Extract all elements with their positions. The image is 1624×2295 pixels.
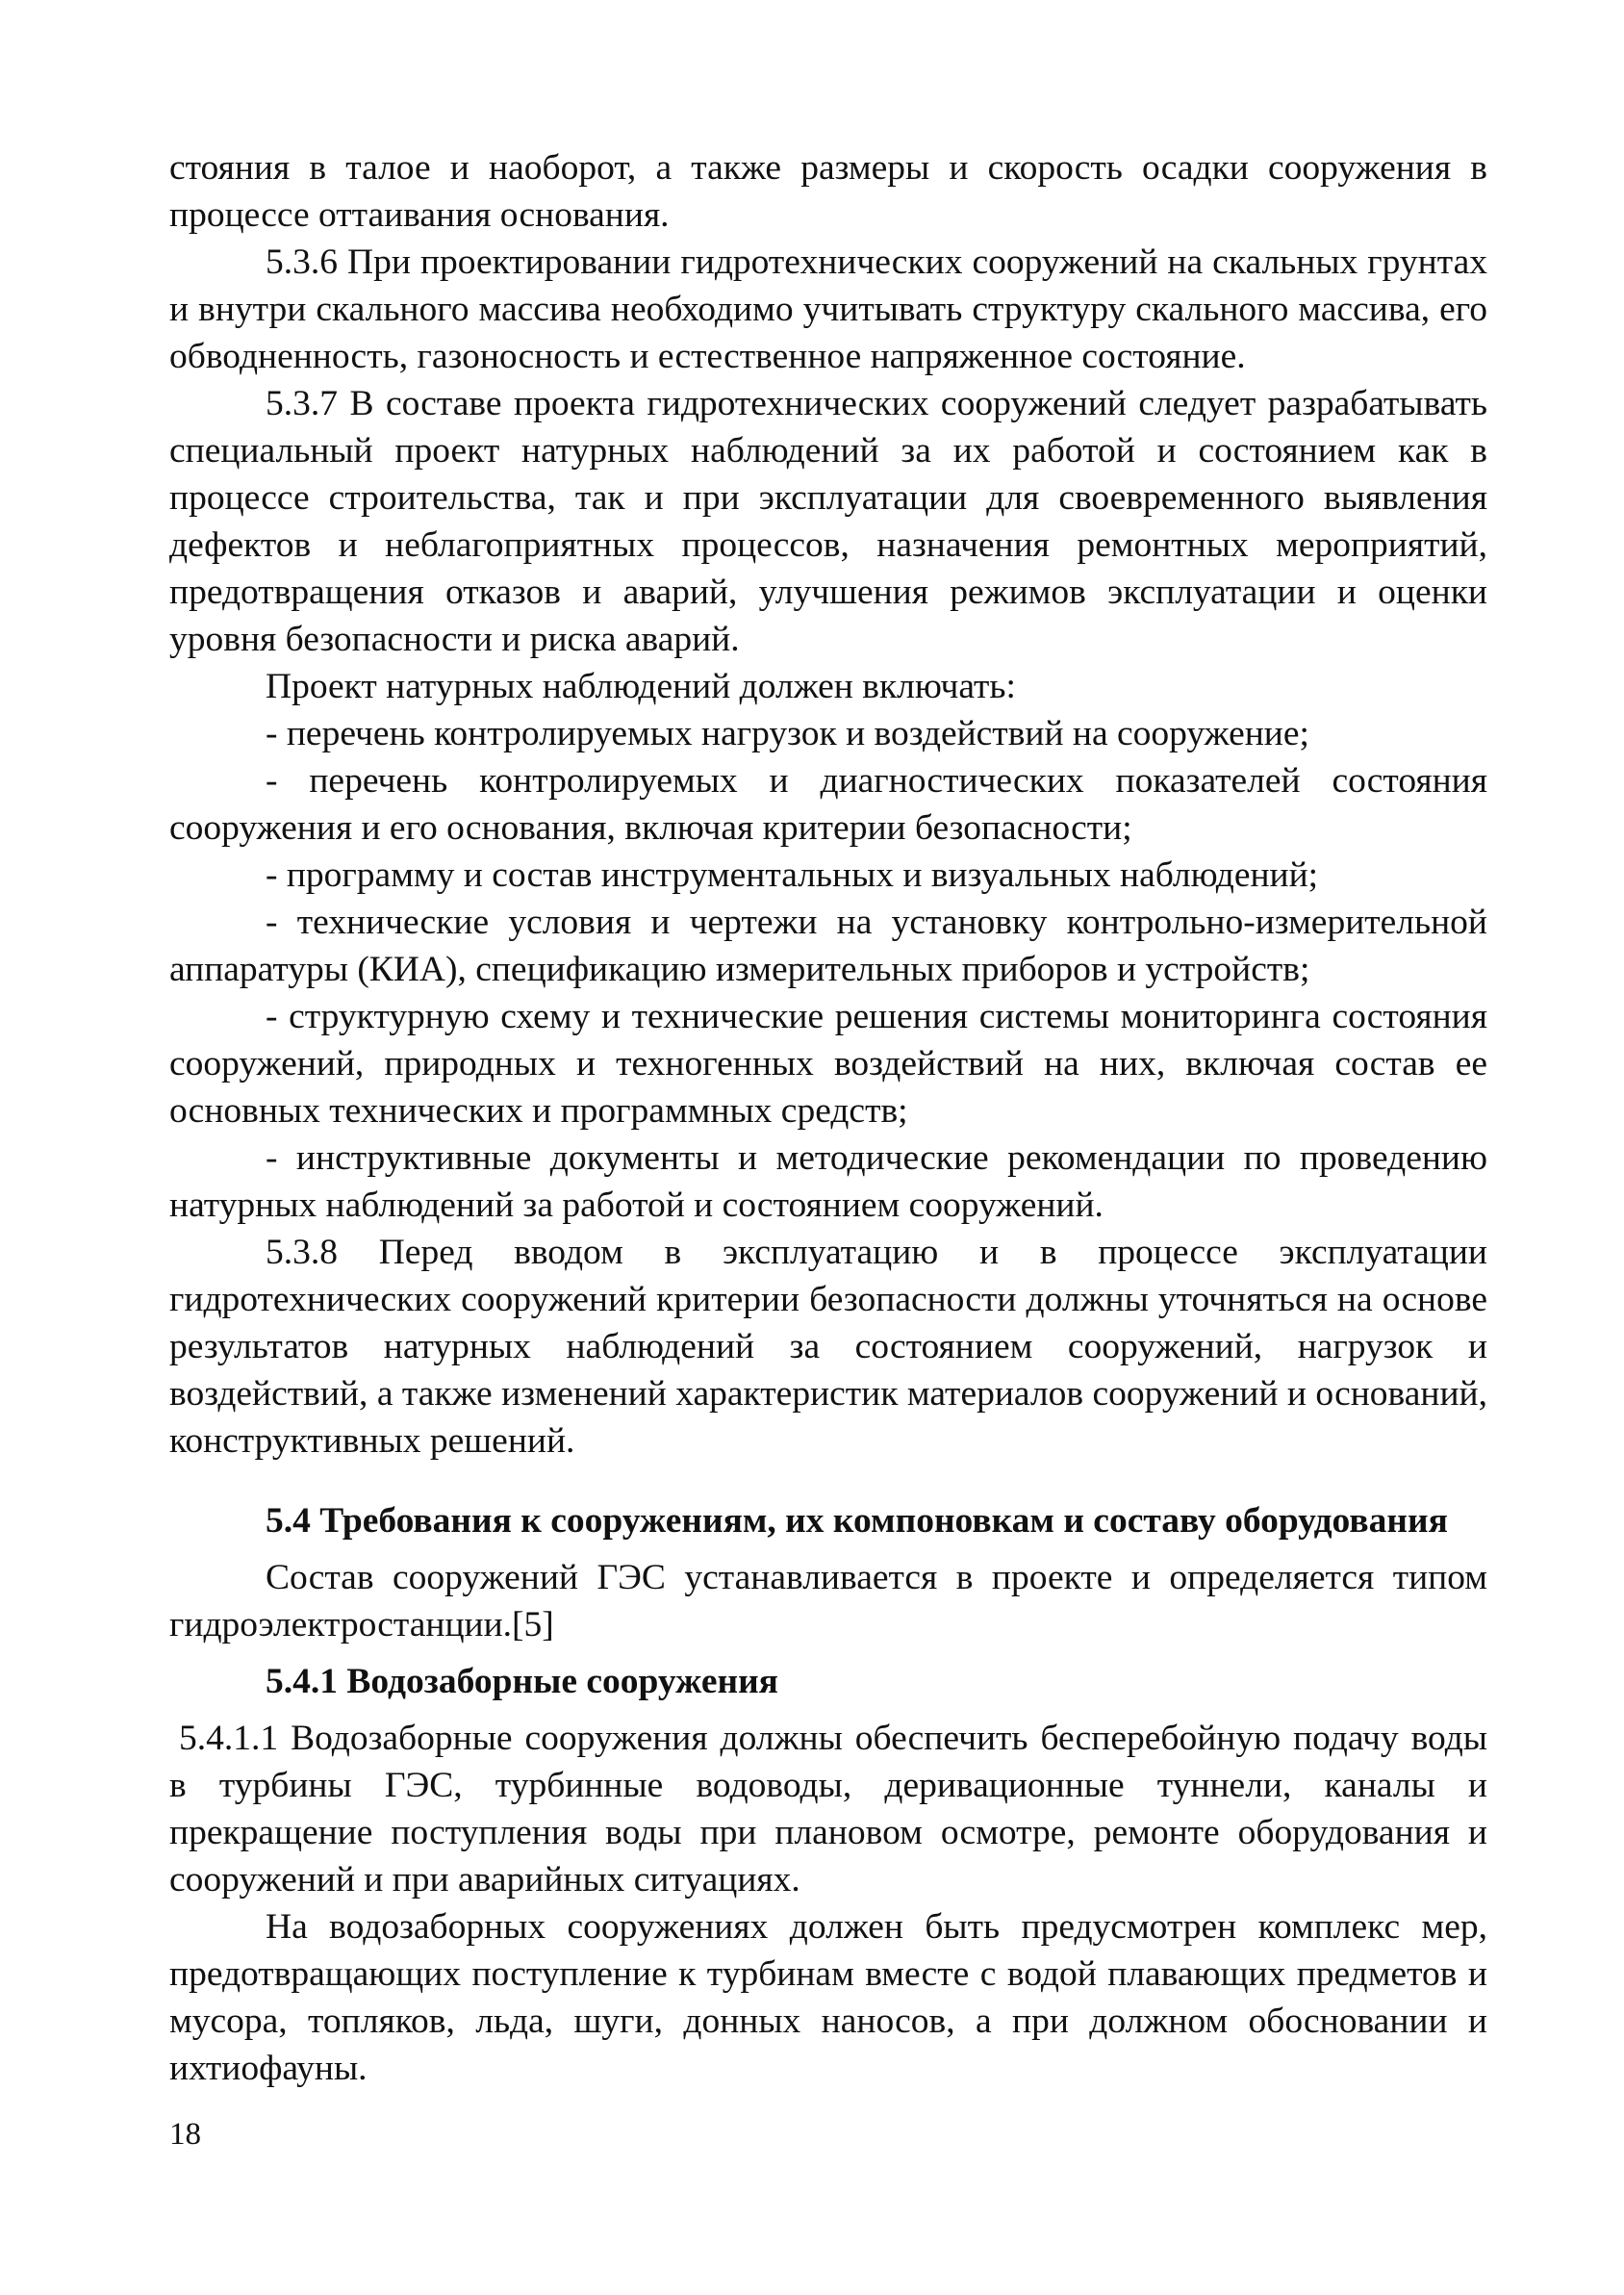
paragraph-5-3-7: 5.3.7 В составе проекта гидротехнических сооружений следует разрабатывать специальный проект натурных наблюдений за их работой и состоянием как в процессе строительства, так и при эксплуатации для своевременного выявления дефектов и неблагоприятных процессов, назначения ремонтных мероприятий, предотвращения отказов и аварий, улучшения режимов эксплуатации и оценки уровня безопасности и риска аварий.: [169, 384, 1487, 659]
paragraph-project-includes: Проект натурных наблюдений должен включать:: [266, 667, 1016, 706]
paragraph-5-4-1-1: 5.4.1.1 Водозаборные сооружения должны обеспечить бесперебойную подачу воды в турбины ГЭС, турбинные водоводы, деривационные туннели, каналы и прекращение поступления воды при плановом осмотре, ремонте оборудования и сооружений и при аварийных ситуациях.: [169, 1719, 1487, 1900]
list-item-monitoring-scheme: - структурную схему и технические решения системы мониторинга состояния сооружений, природных и техногенных воздействий на них, включая состав ее основных технических и программных средств;: [169, 997, 1487, 1131]
paragraph-ges-composition: Состав сооружений ГЭС устанавливается в проекте и определяется типом гидроэлектростанции.[5]: [169, 1558, 1487, 1645]
spacer: [169, 1465, 1487, 1497]
list-item-technical-conditions: - технические условия и чертежи на установку контрольно-измерительной аппаратуры (КИА), спецификацию измерительных приборов и устройств;: [169, 903, 1487, 989]
list-item-indicators: - перечень контролируемых и диагностических показателей состояния сооружения и его основания, включая критерии безопасности;: [169, 761, 1487, 848]
document-page: [169, 144, 1487, 2092]
section-heading-5-4-1: 5.4.1 Водозаборные сооружения: [266, 1662, 778, 1701]
section-heading-5-4: 5.4 Требования к сооружениям, их компоновкам и составу оборудования: [266, 1501, 1448, 1541]
list-item-program: - программу и состав инструментальных и визуальных наблюдений;: [266, 855, 1319, 895]
spacer: [169, 1705, 1487, 1715]
list-item-loads: - перечень контролируемых нагрузок и воздействий на сооружение;: [266, 714, 1309, 753]
page-number: 18: [169, 2117, 201, 2152]
spacer: [169, 1648, 1487, 1658]
paragraph-5-3-8: 5.3.8 Перед вводом в эксплуатацию и в процессе эксплуатации гидротехнических сооружений критерии безопасности должны уточняться на основе результатов натурных наблюдений за состоянием сооружений, нагрузок и воздействий, а также изменений характеристик материалов сооружений и оснований, конструктивных решений.: [169, 1233, 1487, 1461]
paragraph-continuation: стояния в талое и наоборот, а также размеры и скорость осадки сооружения в процессе оттаивания основания.: [169, 148, 1487, 235]
spacer: [169, 1544, 1487, 1554]
paragraph-5-3-6: 5.3.6 При проектировании гидротехнических сооружений на скальных грунтах и внутри скального массива необходимо учитывать структуру скального массива, его обводненность, газоносность и естественное напряженное состояние.: [169, 242, 1487, 376]
paragraph-intake-measures: На водозаборных сооружениях должен быть предусмотрен комплекс мер, предотвращающих поступление к турбинам вместе с водой плавающих предметов и мусора, топляков, льда, шуги, донных наносов, а при должном обосновании и ихтиофауны.: [169, 1907, 1487, 2088]
list-item-instructions: - инструктивные документы и методические рекомендации по проведению натурных наблюдений за работой и состоянием сооружений.: [169, 1138, 1487, 1225]
